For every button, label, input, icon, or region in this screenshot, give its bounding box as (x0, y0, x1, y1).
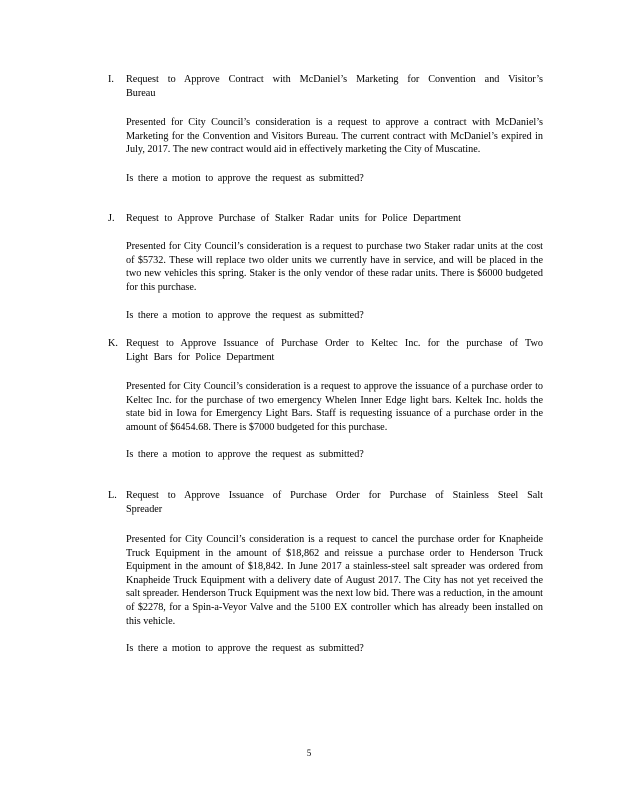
page-number: 5 (306, 748, 312, 758)
agenda-item-heading (108, 73, 543, 101)
agenda-item-j (108, 212, 543, 323)
agenda-item-i (108, 73, 543, 186)
item-body: Presented for City Council’s consideration is a request to approve the issuance of a purchase order to Keltec Inc. for the purchase of two emergency Whelen Inner Edge light bars. Keltek Inc. holds the state bid in Iowa for Emergency Light Bars. Staff is requesting issuance of a purchase order in the amount of $6454.68. There is $7000 budgeted for this purchase. (126, 381, 543, 433)
agenda-item-k (108, 337, 543, 462)
item-title: Request to Approve Issuance of Purchase Order to Keltec Inc. for the purchase of Two Light Bars for Police Department (126, 338, 543, 363)
agenda-item-heading (108, 212, 543, 226)
item-letter: I. (108, 74, 114, 85)
item-letter: J. (108, 213, 115, 224)
item-title: Request to Approve Purchase of Stalker Radar units for Police Department (126, 213, 461, 224)
agenda-item-l (108, 489, 543, 656)
agenda-item-heading (108, 489, 543, 517)
item-body: Presented for City Council’s consideration is a request to purchase two Staker radar units at the cost of $5732. These will replace two older units we currently have in service, and will be placed in the two new vehicles this spring. Staker is the only vendor of these radar units. There is $6000 budgeted for this purchase. (126, 241, 543, 293)
item-letter: L. (108, 490, 117, 501)
item-body: Presented for City Council’s consideration is a request to approve a contract with McDaniel’s Marketing for the Convention and Visitors Bureau. The current contract with McDaniel’s expired in July, 2017. The new contract would aid in effectively marketing the City of Muscatine. (126, 117, 543, 156)
agenda-item-heading (108, 337, 543, 365)
motion-question: Is there a motion to approve the request as submitted? (126, 449, 364, 461)
item-title: Request to Approve Contract with McDaniel’s Marketing for Convention and Visitor’s Bureau (126, 74, 543, 99)
motion-question: Is there a motion to approve the request as submitted? (126, 643, 364, 655)
motion-question: Is there a motion to approve the request as submitted? (126, 172, 364, 184)
item-body: Presented for City Council’s consideration is a request to cancel the purchase order for Knapheide Truck Equipment in the amount of $18,862 and reissue a purchase order to Henderson Truck Equipment in the amount of $18,842. In June 2017 a stainless-steel salt spreader was ordered from Knapheide Truck Equipment with a delivery date of August 2017. The City has not yet received the salt spreader. Henderson Truck Equipment was the next low bid. There was a reduction, in the amount of $2278, for a Spin-a-Veyor Valve and the 5100 EX controller which has already been installed on this vehicle. (126, 534, 543, 627)
item-letter: K. (108, 338, 118, 349)
item-title: Request to Approve Issuance of Purchase Order for Purchase of Stainless Steel Salt Spreader (126, 490, 543, 515)
motion-question: Is there a motion to approve the request as submitted? (126, 310, 364, 322)
